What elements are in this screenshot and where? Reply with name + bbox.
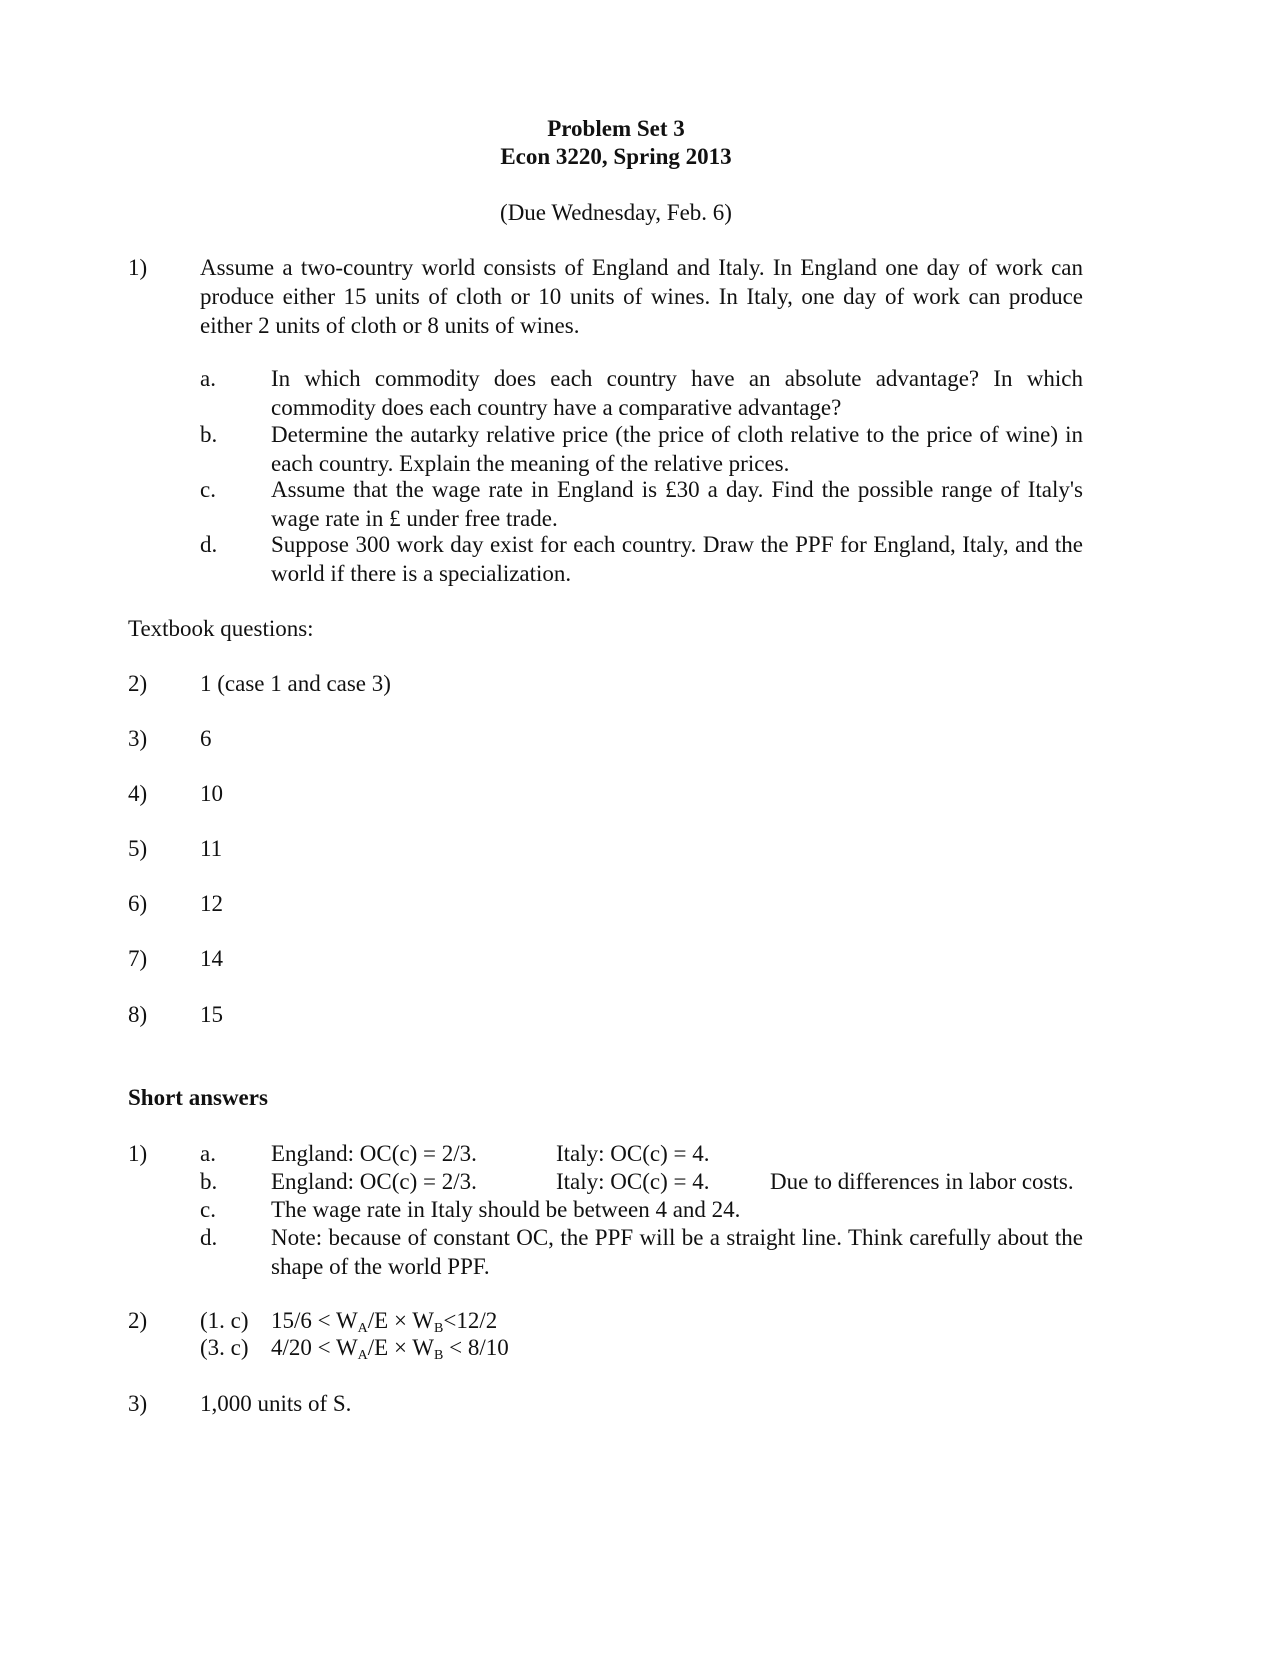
list-item-text: 12 xyxy=(200,891,223,916)
list-item-number: 6) xyxy=(128,891,148,916)
due-date: (Due Wednesday, Feb. 6) xyxy=(500,200,732,225)
answer-formula: $15/6 < W_A/E \times W_B<12/2$ xyxy=(271,1308,498,1336)
list-item-text: 10 xyxy=(200,781,223,806)
part-text: Determine the autarky relative price (the price of cloth relative to the price of wine) in each country. Explain the meaning of the relative prices. xyxy=(271,422,1083,476)
list-item-number: 5) xyxy=(128,836,148,861)
part-label: c. xyxy=(200,1197,216,1222)
short-answers-heading: Short answers xyxy=(128,1085,268,1110)
list-item-number: 2) xyxy=(128,671,148,696)
list-item-number: 4) xyxy=(128,781,148,806)
answer-italy: Italy: OC(c) = 4. xyxy=(556,1141,710,1166)
answer-england: England: OC(c) = 2/3. xyxy=(271,1169,477,1194)
answer-italy: Italy: OC(c) = 4. xyxy=(556,1169,710,1194)
answer-england: England: OC(c) = 2/3. xyxy=(271,1141,477,1166)
part-label: a. xyxy=(200,1141,216,1166)
answer-text: The wage rate in Italy should be between 4 and 24. xyxy=(271,1197,741,1222)
answer-formula: $4/20 < W_A/E \times W_B < 8/10$ xyxy=(271,1335,509,1363)
question-number: 1) xyxy=(128,255,148,280)
list-item-number: 3) xyxy=(128,726,148,751)
answer-label: (3. c) xyxy=(200,1335,249,1360)
answer-text: Note: because of constant OC, the PPF will be a straight line. Think carefully about the shape of the world PPF. xyxy=(271,1225,1083,1279)
part-label: b. xyxy=(200,422,218,447)
list-item-number: 8) xyxy=(128,1002,148,1027)
part-text: Suppose 300 work day exist for each country. Draw the PPF for England, Italy, and the world if there is a specialization. xyxy=(271,532,1083,586)
answer-number: 3) xyxy=(128,1391,148,1416)
part-label: a. xyxy=(200,366,216,391)
list-item-text: 15 xyxy=(200,1002,223,1027)
answer-note: Due to differences in labor costs. xyxy=(770,1169,1074,1194)
textbook-heading: Textbook questions: xyxy=(128,616,314,641)
course-title: Econ 3220, Spring 2013 xyxy=(500,144,732,169)
answer-number: 2) xyxy=(128,1308,148,1333)
part-text: Assume that the wage rate in England is £30 a day. Find the possible range of Italy's wage rate in £ under free trade. xyxy=(271,477,1083,531)
answer-number: 1) xyxy=(128,1141,148,1166)
list-item-text: 11 xyxy=(200,836,223,861)
part-label: c. xyxy=(200,477,216,502)
list-item-text: 1 (case 1 and case 3) xyxy=(200,671,391,696)
list-item-number: 7) xyxy=(128,946,148,971)
part-label: d. xyxy=(200,1225,218,1250)
part-label: b. xyxy=(200,1169,218,1194)
list-item-text: 6 xyxy=(200,726,212,751)
document-title: Problem Set 3 xyxy=(547,116,685,141)
list-item-text: 14 xyxy=(200,946,223,971)
answer-label: (1. c) xyxy=(200,1308,249,1333)
part-label: d. xyxy=(200,532,218,557)
answer-text: 1,000 units of S. xyxy=(200,1391,352,1416)
question-text: Assume a two-country world consists of England and Italy. In England one day of work can produce either 15 units of cloth or 10 units of wines. In Italy, one day of work can produce either 2 units of cloth or 8 units of wines. xyxy=(200,255,1083,338)
part-text: In which commodity does each country have an absolute advantage? In which commodity does each country have a comparative advantage? xyxy=(271,366,1083,420)
